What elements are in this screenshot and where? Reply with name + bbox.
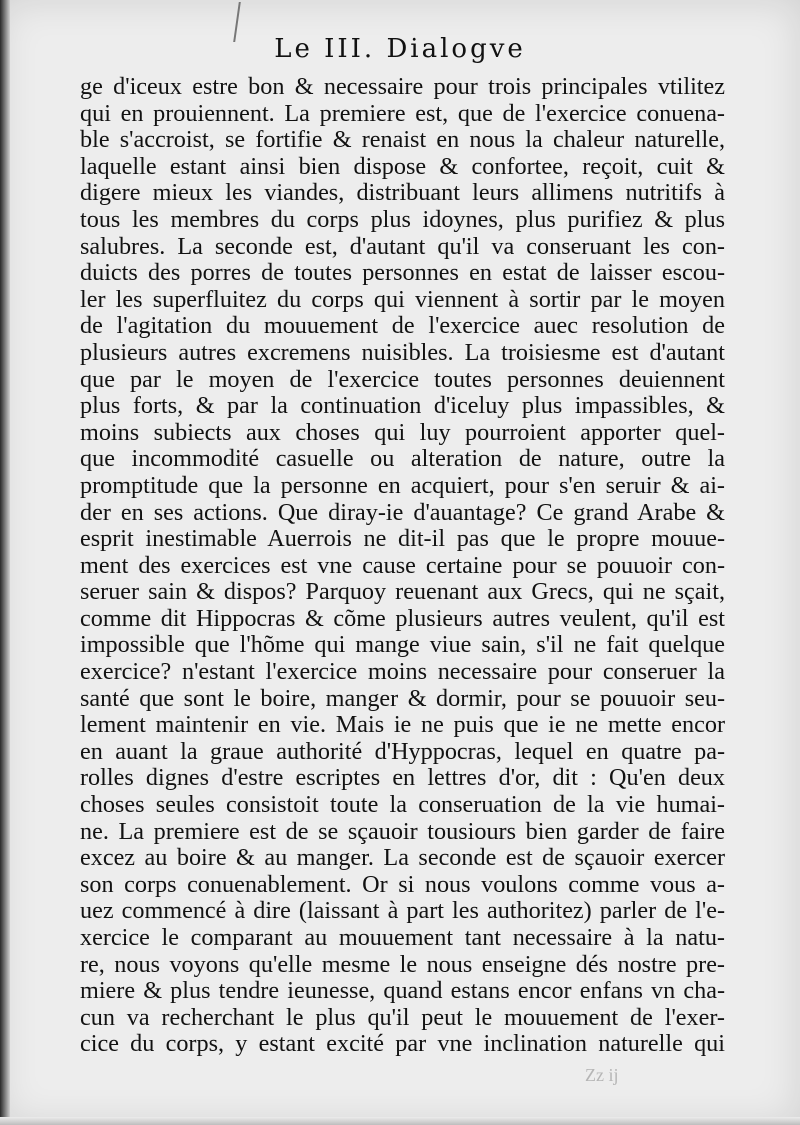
text-line: laquelle estant ainsi bien dispose & confortee, reçoit, cuit & [80, 153, 725, 180]
running-head: Le III. Dialogve [274, 34, 526, 64]
text-line: miere & plus tendre ieunesse, quand estans encor enfans vn cha- [80, 978, 725, 1005]
signature-mark: Zz ij [585, 1065, 619, 1085]
text-line: promptitude que la personne en acquiert, pour s'en seruir & ai- [80, 472, 725, 499]
text-line: choses seules consistoit toute la conseruation de la vie humai- [80, 792, 725, 819]
text-line: que par le moyen de l'exercice toutes personnes deuiennent [80, 366, 725, 393]
text-line: digere mieux les viandes, distribuant leurs allimens nutritifs à [80, 180, 725, 207]
text-line: ge d'iceux estre bon & necessaire pour trois principales vtilitez [80, 74, 725, 100]
text-line: ble s'accroist, se fortifie & renaist en nous la chaleur naturelle, [80, 127, 725, 154]
text-line: ler les superfluitez du corps qui viennent à sortir par le moyen [80, 286, 725, 313]
text-line: seruer sain & dispos? Parquoy reuenant aux Grecs, qui ne sçait, [80, 579, 725, 606]
text-line: uez commencé à dire (laissant à part les authoritez) parler de l'e- [80, 898, 725, 925]
text-line: tous les membres du corps plus idoynes, plus purifiez & plus [80, 206, 725, 233]
text-line: der en ses actions. Que diray-ie d'auantage? Ce grand Arabe & [80, 499, 725, 526]
text-line: excez au boire & au manger. La seconde est de sçauoir exercer [80, 845, 725, 872]
text-line: exercice? n'estant l'exercice moins necessaire pour conseruer la [80, 659, 725, 686]
text-line: plusieurs autres excremens nuisibles. La troisiesme est d'autant [80, 339, 725, 366]
text-line: re, nous voyons qu'elle mesme le nous enseigne dés nostre pre- [80, 951, 725, 978]
text-line: santé que sont le boire, manger & dormir, pour se pouuoir seu- [80, 685, 725, 712]
text-line: de l'agitation du mouuement de l'exercice auec resolution de [80, 313, 725, 340]
text-line: moins subiects aux choses qui luy pourroient apporter quel- [80, 419, 725, 446]
text-line: rolles dignes d'estre escriptes en lettres d'or, dit : Qu'en deux [80, 765, 725, 792]
text-line: salubres. La seconde est, d'autant qu'il va conseruant les con- [80, 233, 725, 260]
text-line: cun va recherchant le plus qu'il peut le mouuement de l'exer- [80, 1004, 725, 1031]
text-line: ne. La premiere est de se sçauoir tousiours bien garder de faire [80, 818, 725, 845]
page-gutter-shadow [0, 0, 10, 1125]
text-line: comme dit Hippocras & cõme plusieurs autres veulent, qu'il est [80, 605, 725, 632]
text-line: en auant la graue authorité d'Hyppocras, lequel en quatre pa- [80, 738, 725, 765]
text-line: ment des exercices est vne cause certaine pour se pouuoir con- [80, 552, 725, 579]
text-line: son corps conuenablement. Or si nous voulons comme vous a- [80, 871, 725, 898]
text-line: cice du corps, y estant excité par vne inclination naturelle qui [80, 1031, 725, 1058]
text-line: que incommodité casuelle ou alteration de nature, outre la [80, 446, 725, 473]
text-line: impossible que l'hõme qui mange viue sain, s'il ne fait quelque [80, 632, 725, 659]
text-line: qui en prouiennent. La premiere est, que de l'exercice conuena- [80, 100, 725, 127]
page-bottom-edge [0, 1117, 800, 1125]
text-line: esprit inestimable Auerrois ne dit-il pas que le propre mouue- [80, 526, 725, 553]
text-line: xercice le comparant au mouuement tant necessaire à la natu- [80, 925, 725, 951]
text-line: plus forts, & par la continuation d'iceluy plus impassibles, & [80, 393, 725, 420]
text-line: lement maintenir en vie. Mais ie ne puis que ie ne mette encor [80, 712, 725, 739]
text-line: duicts des porres de toutes personnes en estat de laisser escou- [80, 260, 725, 287]
body-text [80, 74, 725, 1058]
